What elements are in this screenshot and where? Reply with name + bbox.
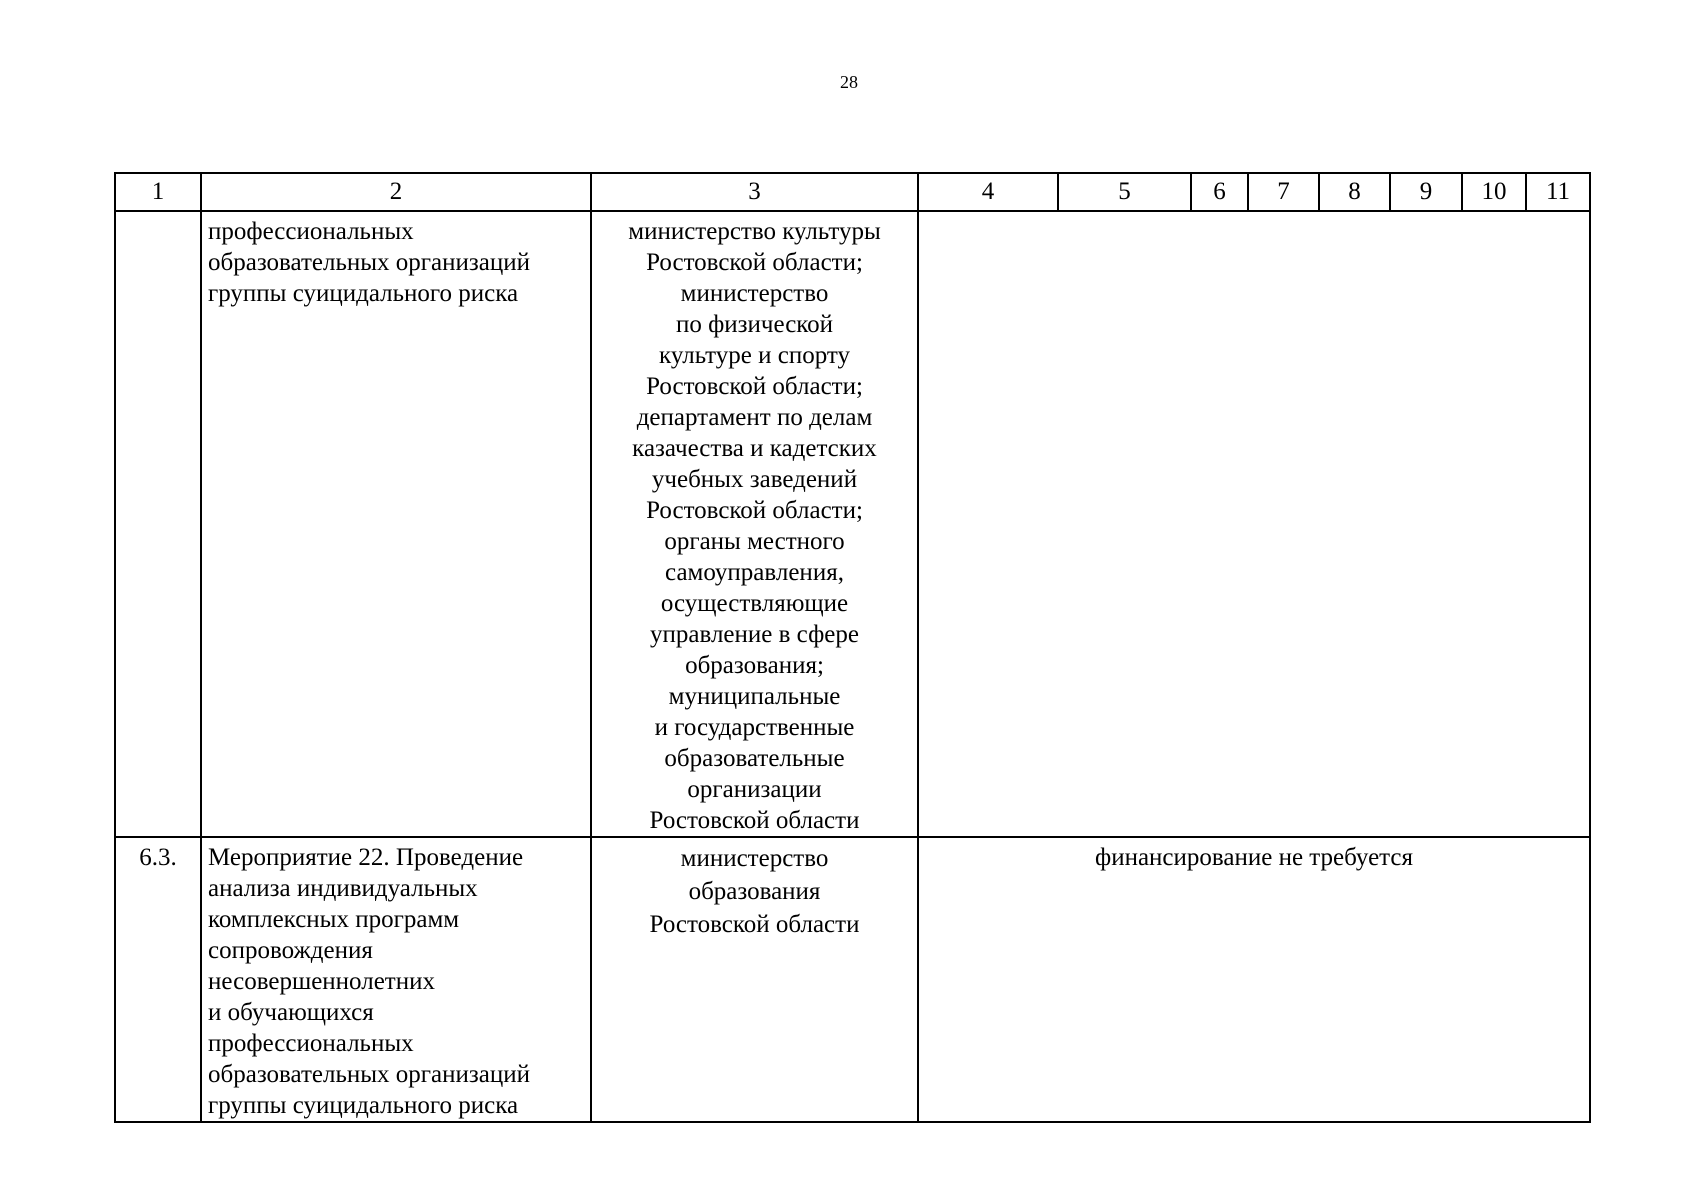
description-line: сопровождения bbox=[208, 937, 373, 964]
activity-description bbox=[201, 837, 591, 1122]
description-line: профессиональных bbox=[208, 1030, 414, 1057]
executor-line: министерство bbox=[680, 280, 829, 307]
executor-line: образования; bbox=[685, 652, 824, 679]
executor-line: министерство культуры bbox=[628, 218, 881, 245]
executor-line: органы местного bbox=[664, 528, 845, 555]
executor-line: Ростовской области bbox=[649, 807, 860, 834]
executor-line: учебных заведений bbox=[651, 466, 858, 493]
executor-line: культуре и спорту bbox=[659, 342, 850, 369]
executor-line: Ростовской области; bbox=[646, 249, 863, 276]
executor-line: департамент по делам bbox=[636, 404, 873, 431]
column-header: 9 bbox=[1390, 173, 1462, 211]
description-line: несовершеннолетних bbox=[208, 968, 435, 995]
executor-line: Ростовской области; bbox=[646, 497, 863, 524]
executor-line: казачества и кадетских bbox=[632, 435, 877, 462]
executor-line: по физической bbox=[675, 311, 834, 338]
column-header: 2 bbox=[201, 173, 591, 211]
description-line: анализа индивидуальных bbox=[208, 875, 478, 902]
description-line: группы суицидального риска bbox=[208, 1092, 519, 1119]
page-number: 28 bbox=[840, 72, 858, 92]
description-line: Мероприятие 22. Проведение bbox=[208, 844, 524, 871]
responsible-executor bbox=[591, 211, 918, 837]
table-row bbox=[115, 211, 1590, 837]
column-header: 4 bbox=[918, 173, 1058, 211]
executor-line: муниципальные bbox=[668, 683, 841, 710]
executor-line: Ростовской области; bbox=[646, 373, 863, 400]
column-header: 10 bbox=[1462, 173, 1526, 211]
executor-line: Ростовской области bbox=[649, 911, 860, 938]
responsible-executor bbox=[591, 837, 918, 1122]
executor-line: и государственные bbox=[654, 714, 855, 741]
table-row bbox=[115, 837, 1590, 1122]
financing-cell: финансирование не требуется bbox=[918, 837, 1590, 1122]
column-header: 1 bbox=[115, 173, 201, 211]
executor-line: образования bbox=[688, 878, 821, 905]
description-line: профессиональных bbox=[208, 218, 414, 245]
row-number: 6.3. bbox=[115, 837, 201, 1122]
description-line: и обучающихся bbox=[208, 999, 374, 1026]
executor-line: осуществляющие bbox=[660, 590, 849, 617]
program-table bbox=[114, 172, 1591, 1123]
description-line: образовательных организаций bbox=[208, 249, 531, 276]
executor-line: самоуправления, bbox=[665, 559, 844, 586]
financing-cell bbox=[918, 211, 1590, 837]
executor-line: организации bbox=[687, 776, 822, 803]
column-header: 11 bbox=[1526, 173, 1590, 211]
executor-line: образовательные bbox=[664, 745, 845, 772]
column-header: 6 bbox=[1191, 173, 1248, 211]
executor-line: управление в сфере bbox=[650, 621, 859, 648]
executor-line: министерство bbox=[680, 845, 829, 872]
column-header: 3 bbox=[591, 173, 918, 211]
activity-description bbox=[201, 211, 591, 837]
column-header: 5 bbox=[1058, 173, 1191, 211]
description-line: комплексных программ bbox=[208, 906, 460, 933]
column-header: 8 bbox=[1319, 173, 1390, 211]
description-line: группы суицидального риска bbox=[208, 280, 519, 307]
row-number bbox=[115, 211, 201, 837]
description-line: образовательных организаций bbox=[208, 1061, 531, 1088]
header-row bbox=[115, 173, 1590, 211]
column-header: 7 bbox=[1248, 173, 1319, 211]
